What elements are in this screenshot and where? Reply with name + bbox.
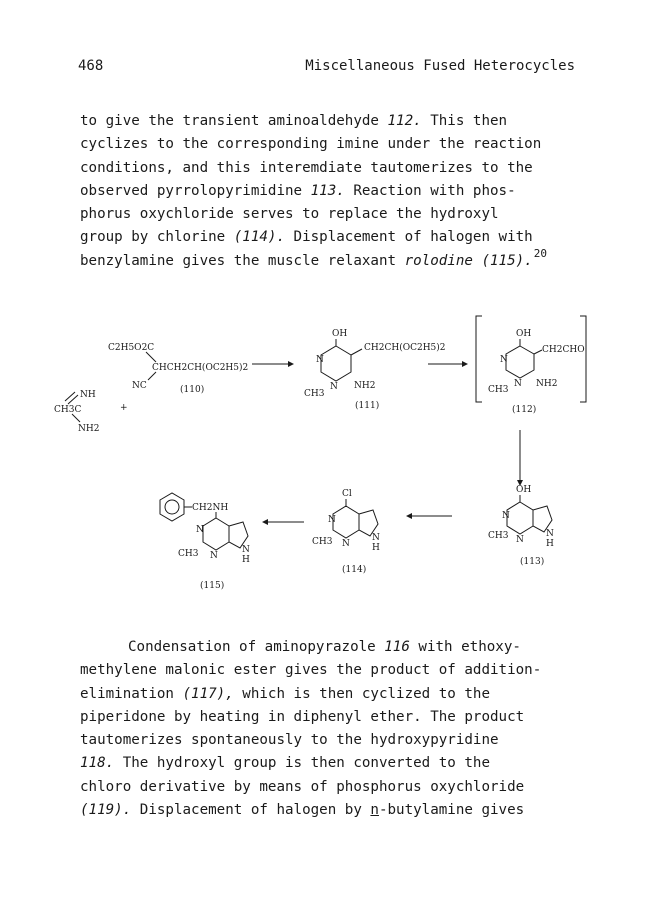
benzene-ring <box>160 493 184 521</box>
pyrimidine-ring <box>507 502 533 534</box>
methyl-carbon-label: CH3C <box>54 405 82 415</box>
text-span: group by chlorine <box>80 229 234 246</box>
paragraph-1 <box>80 110 580 273</box>
reaction-scheme <box>20 300 628 610</box>
text-line: piperidone by heating in diphenyl ether. The product <box>80 708 525 725</box>
amidine <box>54 390 128 434</box>
aromatic-circle <box>165 500 179 514</box>
amine-label: NH2 <box>78 424 100 434</box>
benzylamino-label: CH2NH <box>192 503 229 513</box>
text-span: benzylamine gives the muscle relaxant <box>80 252 405 269</box>
right-bracket <box>580 316 586 402</box>
text-line <box>80 683 580 706</box>
bond <box>146 352 156 362</box>
arrowhead <box>406 513 412 519</box>
arrowhead <box>462 361 468 367</box>
amine-label: NH2 <box>354 381 376 391</box>
methyl-label: CH3 <box>178 549 199 559</box>
pyrimidine-ring <box>333 506 359 538</box>
nitrogen-label: N <box>210 551 218 561</box>
compound-ref: (114). <box>233 229 285 246</box>
text-line: tautomerizes spontaneously to the hydroxypyridine <box>80 732 499 749</box>
hydrogen-label: H <box>372 543 380 553</box>
compound-111 <box>304 329 446 411</box>
amine-label: NH2 <box>536 379 558 389</box>
page-number: 468 <box>78 58 104 74</box>
compound-113 <box>488 485 554 567</box>
compound-ref: 116 <box>384 639 410 655</box>
text-line: phorus oxychloride serves to replace the hydroxyl <box>80 206 499 223</box>
label-110: (110) <box>180 385 205 395</box>
bond <box>351 349 362 355</box>
text-span: with ethoxy- <box>409 639 521 655</box>
nitrogen-label: N <box>342 539 350 549</box>
compound-ref: (117), <box>182 685 234 702</box>
ester-label: C2H5O2C <box>108 343 155 353</box>
methyl-label: CH3 <box>312 537 333 547</box>
compound-ref: rolodine (115). <box>404 252 533 269</box>
left-bracket <box>476 316 482 402</box>
text-span: Displacement of halogen with <box>285 229 533 246</box>
text-line <box>80 636 580 659</box>
compound-ref: (119). <box>80 802 132 819</box>
text-line <box>80 180 580 203</box>
reference-superscript: 20 <box>533 246 547 260</box>
text-line <box>80 799 580 822</box>
nitrogen-label: N <box>516 535 524 545</box>
hydrogen-label: H <box>242 555 250 565</box>
compound-115 <box>160 493 250 591</box>
label-111: (111) <box>355 401 380 411</box>
text-span: elimination <box>80 685 183 702</box>
nitrogen-label: N <box>196 525 204 535</box>
acetal-chain-label: CH2CH(OC2H5)2 <box>364 343 446 353</box>
text-line: cyclizes to the corresponding imine under the reaction <box>80 136 542 153</box>
label-115: (115) <box>200 581 225 591</box>
nitrogen-label: N <box>372 533 380 543</box>
nitrogen-label: N <box>546 529 554 539</box>
nitrogen-label: N <box>514 379 522 389</box>
label-113: (113) <box>520 557 545 567</box>
compound-112 <box>476 316 586 415</box>
chlorine-label: Cl <box>342 489 352 499</box>
methyl-label: CH3 <box>488 385 509 395</box>
imine-label: NH <box>80 390 96 400</box>
pyrimidine-ring <box>203 518 229 550</box>
compound-114 <box>312 489 380 575</box>
text-line: chloro derivative by means of phosphorus oxychloride <box>80 778 525 795</box>
nitrogen-label: N <box>328 515 336 525</box>
text-span: Reaction with phos- <box>344 182 516 199</box>
reaction-scheme-svg <box>20 300 628 610</box>
hydroxyl-label: OH <box>516 329 532 339</box>
text-span: which is then cyclized to the <box>233 685 490 702</box>
text-span: to give the transient aminoaldehyde <box>80 113 388 129</box>
compound-ref: 113. <box>310 182 345 199</box>
methyl-label: CH3 <box>304 389 325 399</box>
running-header <box>78 58 575 78</box>
text-span: -butylamine gives <box>378 802 525 819</box>
running-title: Miscellaneous Fused Heterocycles <box>305 58 575 74</box>
nitrogen-label: N <box>316 355 324 365</box>
text-span: Displacement of halogen by <box>131 802 371 819</box>
compound-110 <box>108 343 248 395</box>
nitrile-label: NC <box>132 381 147 391</box>
hydroxyl-label: OH <box>332 329 348 339</box>
text-span: This then <box>421 113 508 129</box>
hydrogen-label: H <box>546 539 554 549</box>
label-114: (114) <box>342 565 367 575</box>
text-span: The hydroxyl group is then converted to the <box>114 755 491 772</box>
text-span: Condensation of aminopyrazole <box>128 639 385 655</box>
text-line <box>80 226 580 249</box>
text-span: n <box>370 802 379 819</box>
label-112: (112) <box>512 405 537 415</box>
compound-ref: 112. <box>387 113 422 129</box>
arrowhead <box>288 361 294 367</box>
bond <box>534 350 542 354</box>
text-line <box>80 110 580 133</box>
aldehyde-chain-label: CH2CHO <box>542 345 585 355</box>
text-line <box>80 752 580 775</box>
text-line: methylene malonic ester gives the product of addition- <box>80 662 542 679</box>
plus-sign: + <box>120 403 128 413</box>
text-span: observed pyrrolopyrimidine <box>80 182 311 199</box>
methyl-label: CH3 <box>488 531 509 541</box>
bond <box>148 372 156 380</box>
paragraph-2 <box>80 636 580 822</box>
chain-label: CHCH2CH(OC2H5)2 <box>152 363 249 373</box>
pyrimidine-ring <box>506 346 534 378</box>
pyrimidine-ring <box>321 346 351 381</box>
text-line: conditions, and this interemdiate tautomerizes to the <box>80 159 533 176</box>
bond <box>72 414 80 422</box>
nitrogen-label: N <box>330 382 338 392</box>
arrowhead <box>262 519 268 525</box>
nitrogen-label: N <box>502 511 510 521</box>
nitrogen-label: N <box>242 545 250 555</box>
hydroxyl-label: OH <box>516 485 532 495</box>
text-line <box>80 246 580 273</box>
compound-ref: 118. <box>80 755 115 772</box>
nitrogen-label: N <box>500 355 508 365</box>
